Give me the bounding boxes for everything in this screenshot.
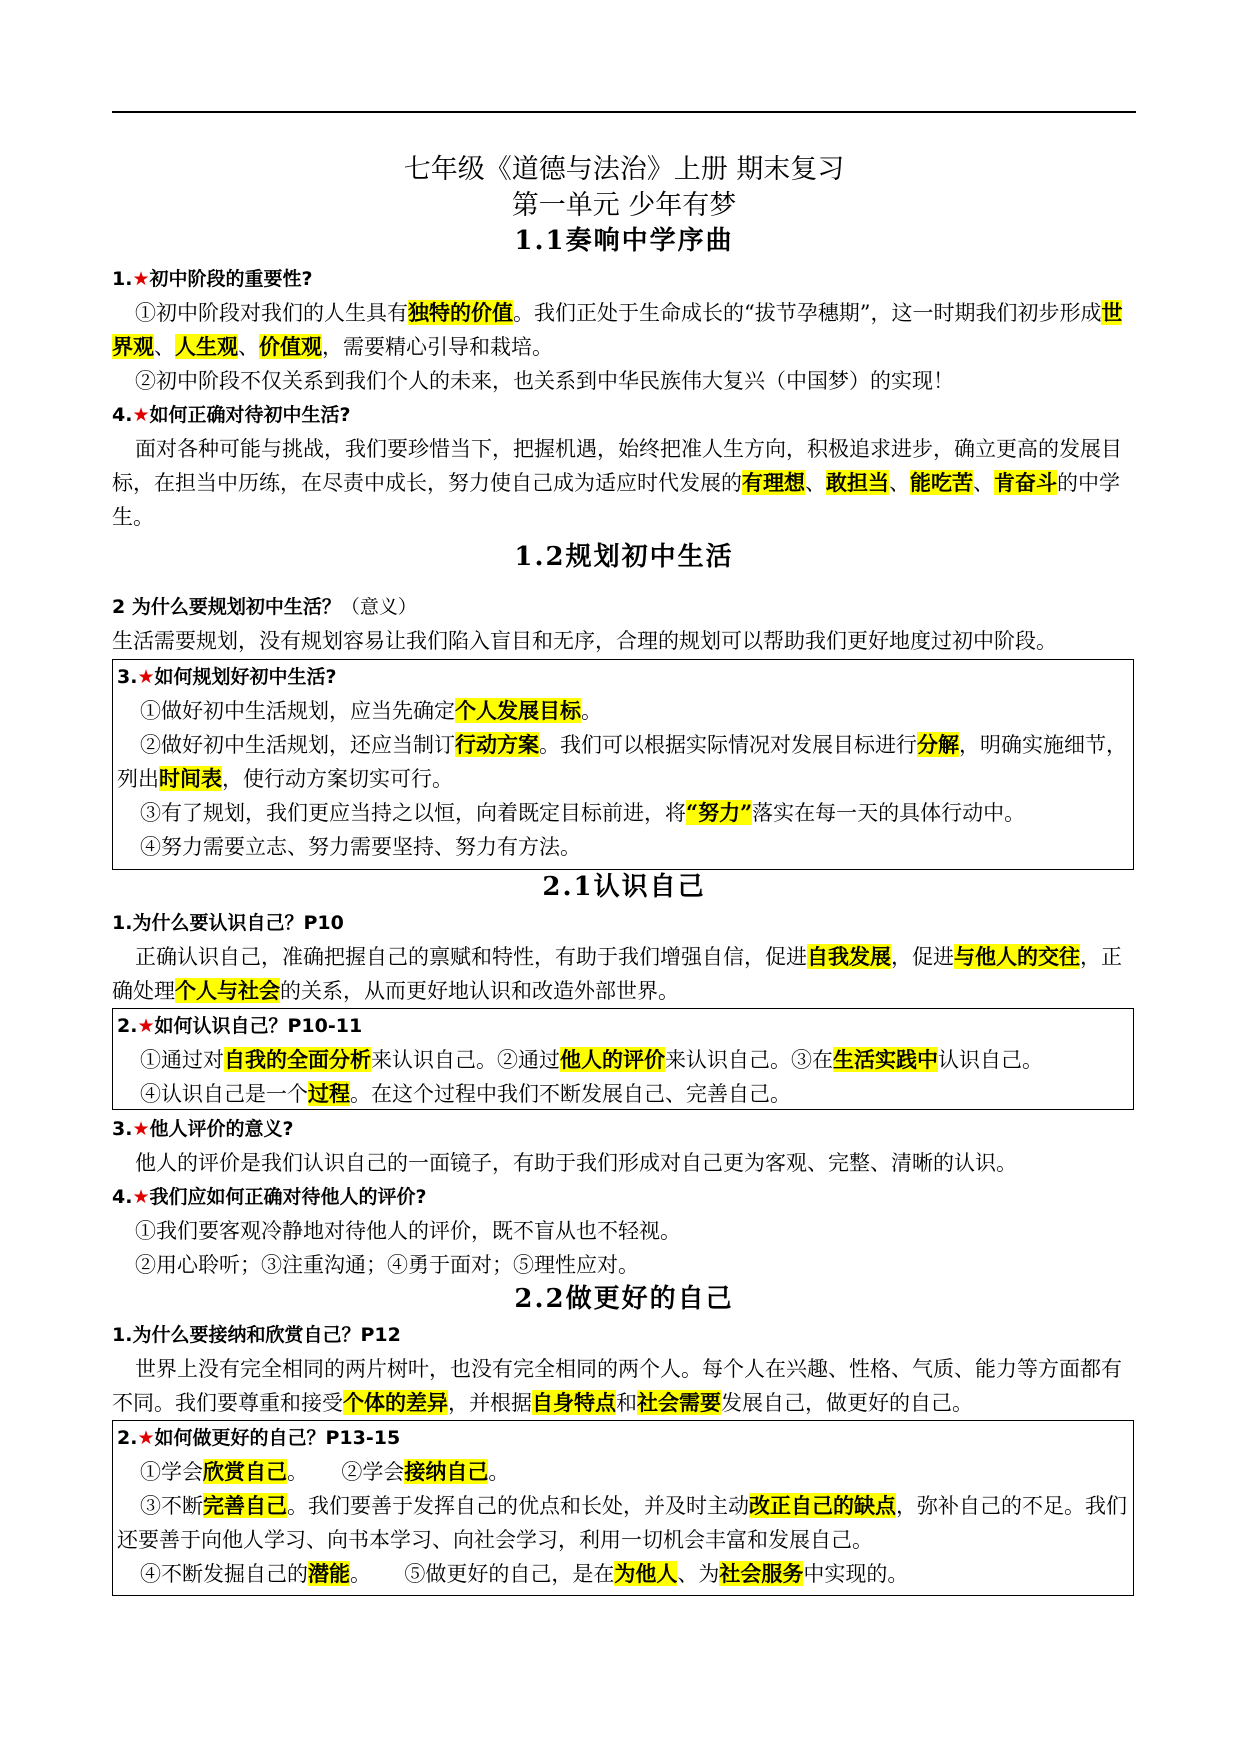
highlight-term: 个体的差异 [343, 1390, 448, 1415]
answer-paragraph: 生活需要规划，没有规划容易让我们陷入盲目和无序，合理的规划可以帮助我们更好地度过初中阶段。 [112, 629, 1057, 653]
key-point-box [112, 1008, 1134, 1110]
highlight-term: 自我的全面分析 [224, 1047, 371, 1072]
highlight-term: 为他人 [614, 1561, 678, 1586]
star-icon: ★ [137, 666, 155, 688]
question-1-1-4: 4.★如何正确对待初中生活? [112, 404, 351, 426]
highlight-term: 自身特点 [532, 1390, 616, 1415]
answer-paragraph: 面对各种可能与挑战，我们要珍惜当下，把握机遇，始终把准人生方向，积极追求进步，确立更高的发展目标，在担当中历练，在尽责中成长，努力使自己成为适应时代发展的有理想、敢担当、能吃苦、肯奋斗的中学生。 [112, 437, 1122, 529]
answer-paragraph: ①通过对自我的全面分析来认识自己。②通过他人的评价来认识自己。③在生活实践中认识自己。 [140, 1047, 1043, 1072]
star-icon: ★ [137, 1015, 155, 1037]
section-2-1-body [112, 906, 1136, 1008]
answer-paragraph: ④不断发掘自己的潜能。 ⑤做更好的自己，是在为他人、为社会服务中实现的。 [140, 1561, 909, 1586]
answer-paragraph: ④认识自己是一个过程。在这个过程中我们不断发展自己、完善自己。 [140, 1081, 791, 1106]
highlight-term: 分解 [917, 732, 959, 757]
highlight-term: 潜能 [308, 1561, 350, 1586]
answer-paragraph: ②做好初中生活规划，还应当制订行动方案。我们可以根据实际情况对发展目标进行分解，明确实施细节，列出时间表，使行动方案切实可行。 [117, 732, 1127, 791]
section-2-2-body [112, 1318, 1136, 1420]
highlight-term: 世界观 [112, 300, 1123, 359]
section-2-1-body-cont [112, 1112, 1136, 1282]
answer-paragraph: 他人的评价是我们认识自己的一面镜子，有助于我们形成对自己更为客观、完整、清晰的认识。 [135, 1151, 1017, 1175]
star-icon: ★ [132, 404, 150, 426]
section-1-1-body [112, 262, 1136, 534]
highlight-term: 接纳自己 [404, 1459, 489, 1484]
answer-paragraph: ①学会欣赏自己。 ②学会接纳自己。 [140, 1459, 510, 1484]
highlight-term: 自我发展 [807, 944, 891, 969]
answer-paragraph: ①我们要客观冷静地对待他人的评价，既不盲从也不轻视。 [135, 1219, 681, 1243]
highlight-term: 个人与社会 [175, 978, 280, 1003]
highlight-term: 生活实践中 [833, 1047, 938, 1072]
highlight-term: 人生观 [175, 334, 238, 359]
question-1-2-3: 3.★如何规划好初中生活? [117, 666, 337, 688]
top-rule [112, 111, 1136, 113]
highlight-term: 与他人的交往 [954, 944, 1080, 969]
star-icon: ★ [132, 1186, 150, 1208]
highlight-term: 完善自己 [203, 1493, 287, 1518]
highlight-term: 价值观 [259, 334, 322, 359]
document-title: 七年级《道德与法治》上册 期末复习 [403, 154, 845, 185]
answer-paragraph: ③有了规划，我们更应当持之以恒，向着既定目标前进，将“努力”落实在每一天的具体行动中。 [140, 800, 1026, 825]
answer-paragraph: ②初中阶段不仅关系到我们个人的未来，也关系到中华民族伟大复兴（中国梦）的实现！ [135, 369, 954, 393]
answer-paragraph: 世界上没有完全相同的两片树叶，也没有完全相同的两个人。每个人在兴趣、性格、气质、能力等方面都有不同。我们要尊重和接受个体的差异，并根据自身特点和社会需要发展自己，做更好的自己。 [112, 1357, 1122, 1415]
highlight-term: 行动方案 [455, 732, 539, 757]
key-point-box [112, 659, 1134, 870]
question-1-2-2: 2 为什么要规划初中生活？（意义） [112, 596, 417, 618]
answer-paragraph: ②用心聆听；③注重沟通；④勇于面对；⑤理性应对。 [135, 1253, 639, 1277]
question-2-1-2: 2.★如何认识自己？P10-11 [117, 1015, 363, 1037]
highlight-term: 肯奋斗 [994, 470, 1057, 495]
question-2-1-3: 3.★他人评价的意义? [112, 1118, 294, 1140]
highlight-term: 时间表 [159, 766, 222, 791]
highlight-term: 改正自己的缺点 [749, 1493, 896, 1518]
star-icon: ★ [132, 1118, 150, 1140]
highlight-term: 过程 [308, 1081, 350, 1106]
highlight-term: “努力” [686, 800, 753, 825]
question-2-1-4: 4.★我们应如何正确对待他人的评价? [112, 1186, 427, 1208]
highlight-term: 能吃苦 [910, 470, 973, 495]
highlight-term: 有理想 [742, 470, 805, 495]
highlight-term: 独特的价值 [408, 300, 513, 325]
key-point-box [112, 1420, 1134, 1596]
answer-paragraph: ①初中阶段对我们的人生具有独特的价值。我们正处于生命成长的“拔节孕穗期”，这一时期我们初步形成世界观、人生观、价值观，需要精心引导和栽培。 [112, 300, 1123, 359]
section-heading-2-1: 2.1认识自己 [542, 872, 706, 902]
star-icon: ★ [132, 268, 150, 290]
question-2-2-1: 1.为什么要接纳和欣赏自己？P12 [112, 1324, 401, 1346]
answer-paragraph: ①做好初中生活规划，应当先确定个人发展目标。 [140, 698, 602, 723]
section-heading-1-2: 1.2规划初中生活 [514, 542, 734, 572]
section-heading-1-1: 1.1奏响中学序曲 [514, 226, 734, 256]
question-2-1-1: 1.为什么要认识自己？P10 [112, 912, 344, 934]
answer-paragraph: ④努力需要立志、努力需要坚持、努力有方法。 [140, 835, 581, 859]
highlight-term: 社会服务 [719, 1561, 804, 1586]
section-heading-2-2: 2.2做更好的自己 [514, 1284, 734, 1314]
highlight-term: 社会需要 [637, 1390, 721, 1415]
unit-title: 第一单元 少年有梦 [511, 190, 737, 221]
answer-paragraph: 正确认识自己，准确把握自己的禀赋和特性，有助于我们增强自信，促进自我发展，促进与他人的交往，正确处理个人与社会的关系，从而更好地认识和改造外部世界。 [112, 944, 1122, 1003]
highlight-term: 欣赏自己 [203, 1459, 287, 1484]
section-1-2-body [112, 590, 1136, 658]
star-icon: ★ [137, 1427, 155, 1449]
highlight-term: 个人发展目标 [455, 698, 581, 723]
highlight-term: 敢担当 [826, 470, 889, 495]
question-1-1-1: 1.★初中阶段的重要性? [112, 268, 313, 290]
answer-paragraph: ③不断完善自己。我们要善于发挥自己的优点和长处，并及时主动改正自己的缺点，弥补自己的不足。我们还要善于向他人学习、向书本学习、向社会学习，利用一切机会丰富和发展自己。 [117, 1493, 1127, 1552]
question-2-2-2: 2.★如何做更好的自己？P13-15 [117, 1427, 401, 1449]
highlight-term: 他人的评价 [560, 1047, 665, 1072]
